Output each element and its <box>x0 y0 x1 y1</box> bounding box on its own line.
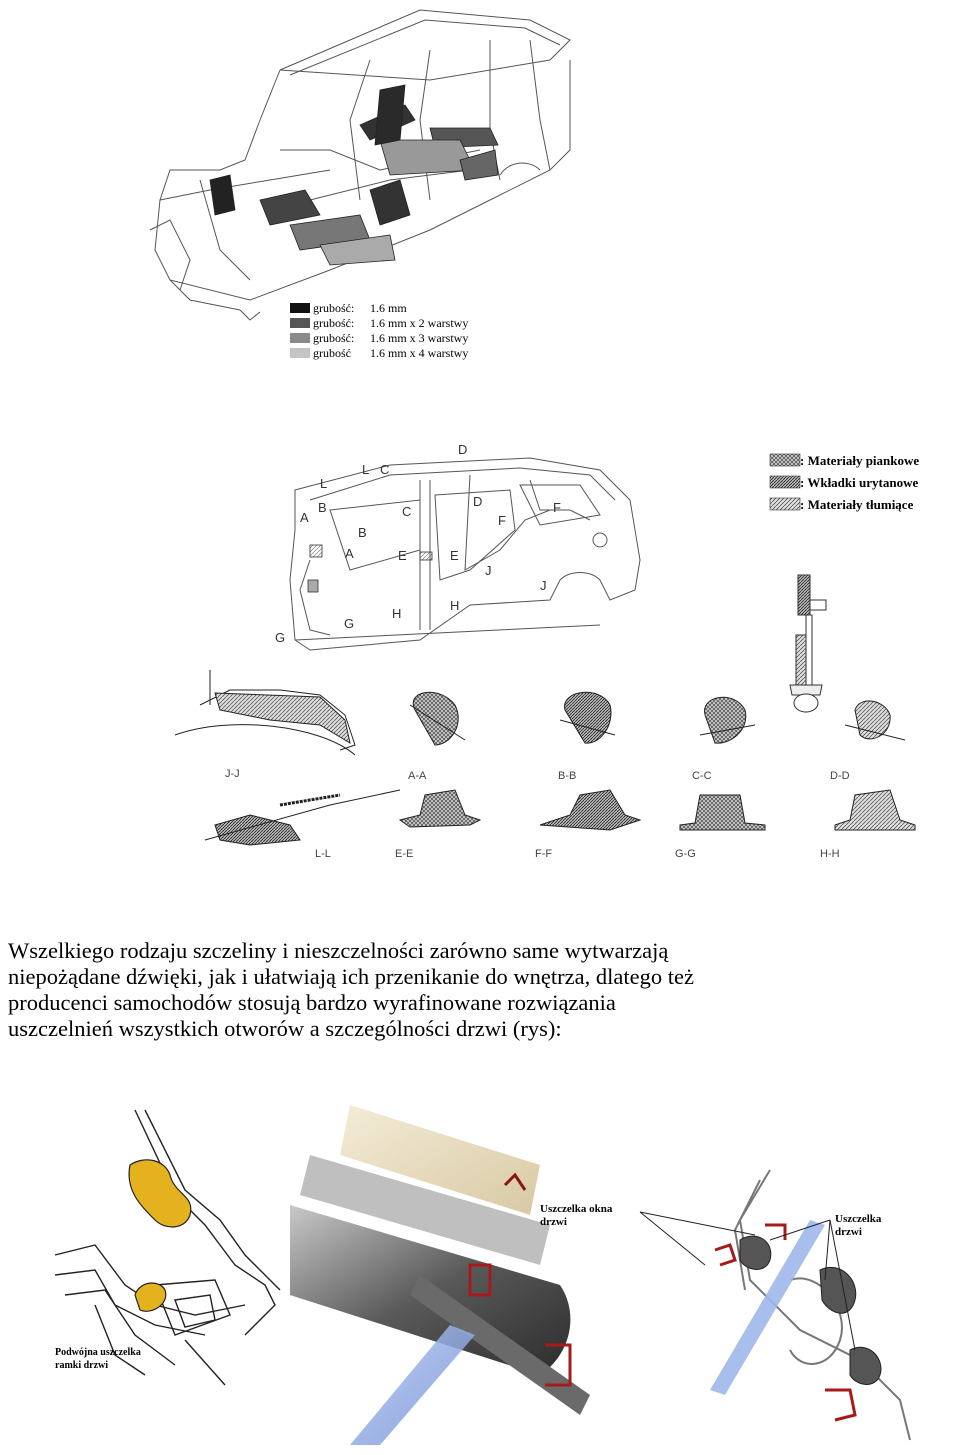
marker-label: G <box>275 630 286 645</box>
marker-label: H <box>392 606 402 621</box>
legend-swatch <box>290 348 310 358</box>
door-frame-seal-figure <box>35 1105 290 1385</box>
legend-value: 1.6 mm x 2 warstwy <box>370 316 469 330</box>
section-jj <box>175 670 355 755</box>
marker-label: J <box>540 578 547 593</box>
window-seal-label-line2: drzwi <box>540 1216 567 1228</box>
thickness-legend-row <box>290 301 407 315</box>
marker-label: B <box>318 500 327 515</box>
section-bb <box>560 692 615 743</box>
section-label: G-G <box>675 848 696 860</box>
legend-value: 1.6 mm x 4 warstwy <box>370 346 469 360</box>
section-label: D-D <box>830 770 850 782</box>
thickness-legend-row <box>290 316 468 330</box>
legend-swatch-foam <box>770 454 800 466</box>
section-hh <box>835 790 915 830</box>
marker-label: C <box>402 504 412 519</box>
car-side-outline <box>290 458 640 650</box>
thickness-legend-row <box>290 346 468 360</box>
section-cc <box>700 697 755 743</box>
double-seal-label-line2: ramki drzwi <box>55 1360 109 1371</box>
car-body-outline <box>150 10 570 320</box>
legend-value: 1.6 mm x 3 warstwy <box>370 331 469 345</box>
section-aa <box>410 692 465 745</box>
marker-label: G <box>344 616 355 631</box>
paragraph-line: niepożądane dźwięki, jak i ułatwiają ich przenikanie do wnętrza, dlatego też <box>8 964 694 989</box>
legend-swatch <box>290 303 310 313</box>
marker-label: C <box>380 462 390 477</box>
section-label: B-B <box>558 770 577 782</box>
section-label: F-F <box>535 848 553 860</box>
legend-swatch <box>290 318 310 328</box>
legend-value: 1.6 mm <box>370 301 407 315</box>
legend-swatch <box>290 333 310 343</box>
section-label: E-E <box>395 848 414 860</box>
legend-swatch-damping <box>770 498 800 510</box>
section-label: C-C <box>692 770 712 782</box>
legend-damping-label: : Materiały tłumiące <box>800 497 914 512</box>
legend-foam-label: : Materiały piankowe <box>800 453 920 468</box>
thickness-legend-row <box>290 331 468 345</box>
section-label: J-J <box>225 768 240 780</box>
legend-label: grubość: <box>313 316 355 330</box>
door-seal-crosssection <box>540 1160 950 1450</box>
cross-sections <box>170 665 950 865</box>
marker-label: E <box>450 548 459 563</box>
marker-label: F <box>498 513 506 528</box>
marker-label: J <box>485 563 492 578</box>
section-ee <box>400 790 480 827</box>
marker-label: L <box>362 462 370 477</box>
marker-label: L <box>320 476 328 491</box>
section-ll <box>205 790 400 845</box>
section-label: A-A <box>408 770 427 782</box>
section-label: H-H <box>820 848 840 860</box>
car-body-panels <box>210 85 498 265</box>
legend-label: grubość: <box>313 301 355 315</box>
section-label: L-L <box>315 848 331 860</box>
marker-label: H <box>450 598 460 613</box>
legend-urethane-label: : Wkładki urytanowe <box>800 475 919 490</box>
seal-3d-render <box>290 1095 630 1445</box>
door-seal-label-line2: drzwi <box>835 1226 862 1238</box>
marker-label: A <box>345 546 354 561</box>
paragraph-line: Wszelkiego rodzaju szczeliny i nieszczelności zarówno same wytwarzają <box>8 938 669 963</box>
paragraph-line: uszczelnień wszystkich otworów a szczególności drzwi (rys): <box>8 1016 562 1041</box>
legend-label: grubość: <box>313 331 355 345</box>
section-labels <box>225 768 850 860</box>
marker-label: A <box>300 510 309 525</box>
window-seal-label-line1: Uszczelka okna <box>540 1203 613 1215</box>
double-seal-label-line1: Podwójna uszczelka <box>55 1347 141 1358</box>
door-seal-label-line1: Uszczelka <box>835 1213 882 1225</box>
section-markers <box>275 442 561 645</box>
paragraph-line: producenci samochodów stosują bardzo wyrafinowane rozwiązania <box>8 990 616 1015</box>
marker-label: D <box>458 442 468 457</box>
section-gg <box>680 795 765 830</box>
marker-label: E <box>398 548 407 563</box>
body-paragraph <box>8 938 953 1042</box>
car-side-figure <box>270 440 650 660</box>
legend-label: grubość <box>313 346 351 360</box>
marker-label: F <box>553 500 561 515</box>
marker-label: D <box>473 494 483 509</box>
section-ff <box>540 790 640 830</box>
legend-swatch-urethane <box>770 476 800 488</box>
material-legend <box>768 450 958 520</box>
marker-label: B <box>358 525 367 540</box>
section-dd <box>845 701 905 740</box>
thickness-legend <box>288 300 508 364</box>
